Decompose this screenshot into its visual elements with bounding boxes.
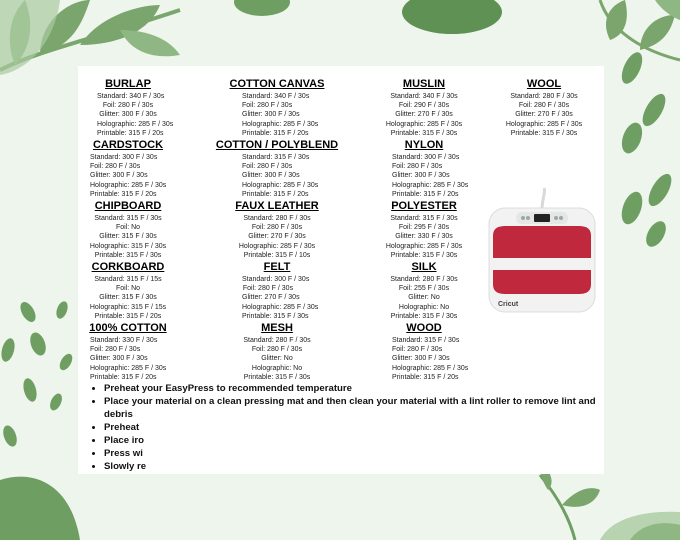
material-title: MUSLIN xyxy=(402,78,446,90)
leaf-left-6 xyxy=(21,377,39,403)
material-title: FELT xyxy=(263,261,291,273)
leaf-left-4 xyxy=(0,337,17,363)
control-button xyxy=(559,216,563,220)
leaf-top-center xyxy=(234,0,290,16)
power-cord xyxy=(542,188,545,210)
leaf-right-4 xyxy=(644,170,676,209)
material-title: SILK xyxy=(411,261,437,273)
material-title: COTTON CANVAS xyxy=(229,78,325,90)
leaf-right-3 xyxy=(618,120,646,156)
instruction-item: • Preheat your EasyPress to recommended temperature xyxy=(104,382,614,395)
instruction-item: • Place iro xyxy=(104,434,614,447)
material-chipboard: CHIPBOARD Standard: 315 F / 30s Foil: No Glitter: 315 F / 30s Holographic: 315 F / 30s Printable: 315 F / 30s xyxy=(78,200,178,260)
control-button xyxy=(554,216,558,220)
leaf-left-7 xyxy=(48,392,65,413)
material-mesh: MESH Standard: 280 F / 30s Foil: 280 F / 30s Glitter: No Holographic: No Printable: 315 F / 30s xyxy=(212,322,342,382)
red-handle-top xyxy=(493,226,591,258)
material-title: COTTON / POLYBLEND xyxy=(215,139,339,151)
material-cotton-polyblend: COTTON / POLYBLEND Standard: 315 F / 30s Foil: 280 F / 30s Glitter: 300 F / 30s Holographic: 285 F / 30s Printable: 315 F / 20s xyxy=(212,139,342,199)
material-nylon: NYLON Standard: 300 F / 30s Foil: 280 F / 30s Glitter: 300 F / 30s Holographic: 285 F / 30s Printable: 315 F / 20s xyxy=(374,139,474,199)
leaf-blob-bottom-left xyxy=(0,477,80,540)
material-title: CHIPBOARD xyxy=(94,200,162,212)
material-burlap: BURLAP Standard: 340 F / 30s Foil: 280 F / 30s Glitter: 300 F / 30s Holographic: 285 F / 30s Printable: 315 F / 20s xyxy=(78,78,178,138)
control-button xyxy=(521,216,525,220)
instruction-item: • Preheat xyxy=(104,421,614,434)
easypress-device-image xyxy=(486,188,598,318)
material-title: WOOD xyxy=(406,322,442,334)
material-title: NYLON xyxy=(404,139,444,151)
material-title: WOOL xyxy=(526,78,562,90)
leaf-right-5 xyxy=(618,189,647,227)
material-corkboard: CORKBOARD Standard: 315 F / 15s Foil: No Glitter: 315 F / 30s Holographic: 315 F / 15s Printable: 315 F / 20s xyxy=(78,261,178,321)
leaf-left-8 xyxy=(1,424,20,449)
material-title: CARDSTOCK xyxy=(92,139,164,151)
leaf-right-6 xyxy=(642,218,670,250)
material-title: 100% COTTON xyxy=(89,322,167,334)
instructions-list xyxy=(88,382,614,473)
material-silk: SILK Standard: 280 F / 30s Foil: 255 F / 30s Glitter: No Holographic: No Printable: 315 F / 30s xyxy=(374,261,474,321)
brand-logo: Cricut xyxy=(498,301,519,308)
material-polyester: POLYESTER Standard: 315 F / 30s Foil: 295 F / 30s Glitter: 330 F / 30s Holographic: 285 F / 30s Printable: 315 F / 30s xyxy=(374,200,474,260)
material-title: CORKBOARD xyxy=(91,261,165,273)
display-screen xyxy=(534,214,550,222)
material-wood: WOOD Standard: 315 F / 30s Foil: 280 F / 30s Glitter: 300 F / 30s Holographic: 285 F / 30s Printable: 315 F / 20s xyxy=(374,322,474,382)
material-wool: WOOL Standard: 280 F / 30s Foil: 280 F / 30s Glitter: 270 F / 30s Holographic: 285 F / 30s Printable: 315 F / 30s xyxy=(494,78,594,138)
leaf-right-1 xyxy=(618,49,647,87)
instruction-item: • Place your material on a clean pressing mat and then clean your material with a lint roller to remove lint and debris xyxy=(104,395,614,421)
leaf-right-2 xyxy=(638,90,670,129)
instruction-item: • Press wi xyxy=(104,447,614,460)
leaf-top-center-right xyxy=(402,0,502,34)
material-title: POLYESTER xyxy=(391,200,457,212)
material-cardstock: CARDSTOCK Standard: 300 F / 30s Foil: 280 F / 30s Glitter: 300 F / 30s Holographic: 285 F / 30s Printable: 315 F / 20s xyxy=(78,139,178,199)
material-faux-leather: FAUX LEATHER Standard: 280 F / 30s Foil: 280 F / 30s Glitter: 270 F / 30s Holographic: 285 F / 30s Printable: 315 F / 10s xyxy=(212,200,342,260)
guide-card xyxy=(78,66,604,474)
material-title: FAUX LEATHER xyxy=(235,200,319,212)
red-handle-bottom xyxy=(493,270,591,294)
control-button xyxy=(526,216,530,220)
instruction-item: • Slowly re xyxy=(104,460,614,473)
leaf-left-3 xyxy=(27,330,48,357)
material-title: MESH xyxy=(261,322,293,334)
material-title: BURLAP xyxy=(105,78,151,90)
material-cotton-canvas: COTTON CANVAS Standard: 340 F / 30s Foil: 280 F / 30s Glitter: 300 F / 30s Holographic: 285 F / 30s Printable: 315 F / 20s xyxy=(212,78,342,138)
leaf-left-2 xyxy=(54,300,70,320)
material-felt: FELT Standard: 300 F / 30s Foil: 280 F / 30s Glitter: 270 F / 30s Holographic: 285 F / 30s Printable: 315 F / 30s xyxy=(212,261,342,321)
leaf-left-1 xyxy=(17,299,38,324)
material-muslin: MUSLIN Standard: 340 F / 30s Foil: 290 F / 30s Glitter: 270 F / 30s Holographic: 285 F / 30s Printable: 315 F / 30s xyxy=(374,78,474,138)
material-100-cotton: 100% COTTON Standard: 330 F / 30s Foil: 280 F / 30s Glitter: 300 F / 30s Holographic: 285 F / 30s Printable: 315 F / 20s xyxy=(78,322,178,382)
leaf-left-5 xyxy=(57,352,75,373)
